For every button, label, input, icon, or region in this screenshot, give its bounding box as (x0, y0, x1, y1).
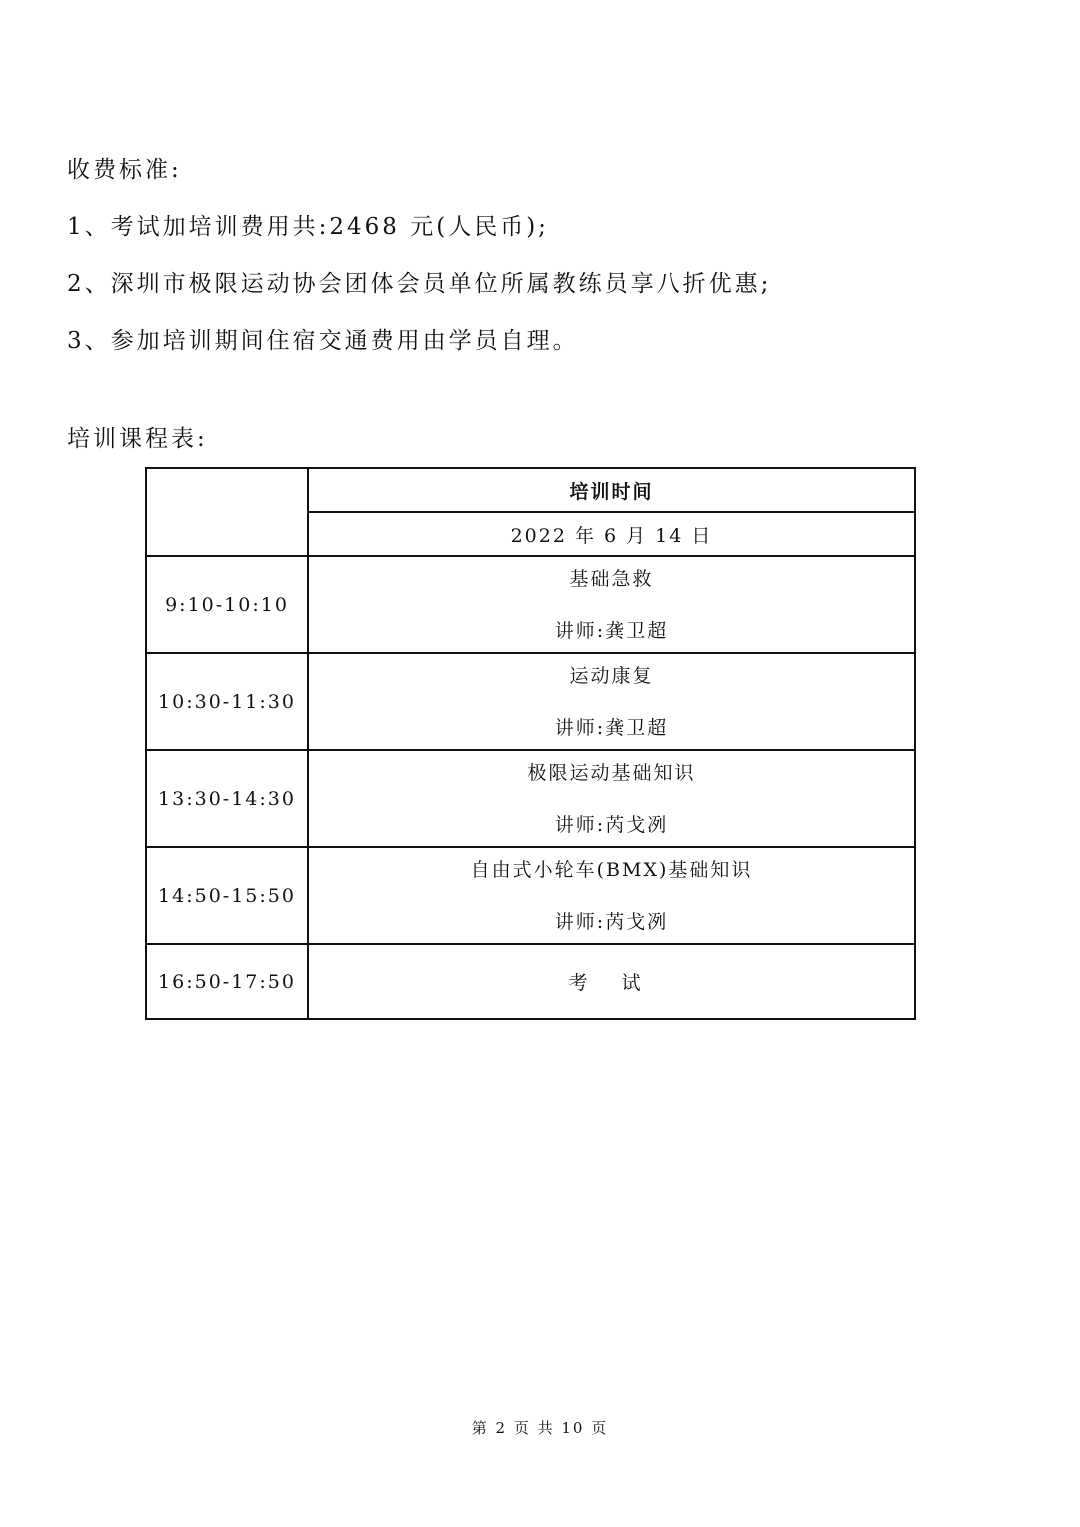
time-cell: 13:30-14:30 (146, 750, 308, 847)
fee-item-3: 3、参加培训期间住宿交通费用由学员自理。 (67, 328, 579, 354)
schedule-heading: 培训课程表: (67, 426, 208, 452)
course-instructor: 讲师:龚卫超 (554, 619, 669, 642)
time-cell: 14:50-15:50 (146, 847, 308, 944)
header-title-cell: 培训时间 (308, 468, 915, 512)
course-cell (308, 556, 915, 653)
table-row (146, 750, 915, 847)
course-instructor: 讲师:芮戈冽 (554, 813, 669, 836)
table-header-row (146, 468, 915, 512)
table-row (146, 847, 915, 944)
fee-item-2: 2、深圳市极限运动协会团体会员单位所属教练员享八折优惠; (67, 271, 772, 297)
course-instructor: 讲师:芮戈冽 (554, 910, 669, 933)
page-number: 第 2 页 共 10 页 (471, 1419, 609, 1437)
fee-item-1: 1、考试加培训费用共:2468 元(人民币); (67, 214, 549, 240)
course-title: 自由式小轮车(BMX)基础知识 (470, 858, 753, 881)
table-row (146, 653, 915, 750)
course-cell (308, 653, 915, 750)
course-title: 运动康复 (569, 664, 654, 687)
table-row (146, 556, 915, 653)
exam-time-cell: 16:50-17:50 (146, 944, 308, 1019)
course-title: 基础急救 (569, 567, 654, 590)
schedule-table (145, 467, 916, 1020)
course-cell (308, 750, 915, 847)
time-cell: 10:30-11:30 (146, 653, 308, 750)
course-title: 极限运动基础知识 (527, 761, 696, 784)
exam-row (146, 944, 915, 1019)
fees-heading: 收费标准: (67, 157, 182, 183)
time-cell: 9:10-10:10 (146, 556, 308, 653)
course-instructor: 讲师:龚卫超 (554, 716, 669, 739)
exam-cell: 考 试 (308, 944, 915, 1019)
header-date-cell: 2022 年 6 月 14 日 (308, 512, 915, 556)
course-cell (308, 847, 915, 944)
header-blank-cell (146, 468, 308, 556)
